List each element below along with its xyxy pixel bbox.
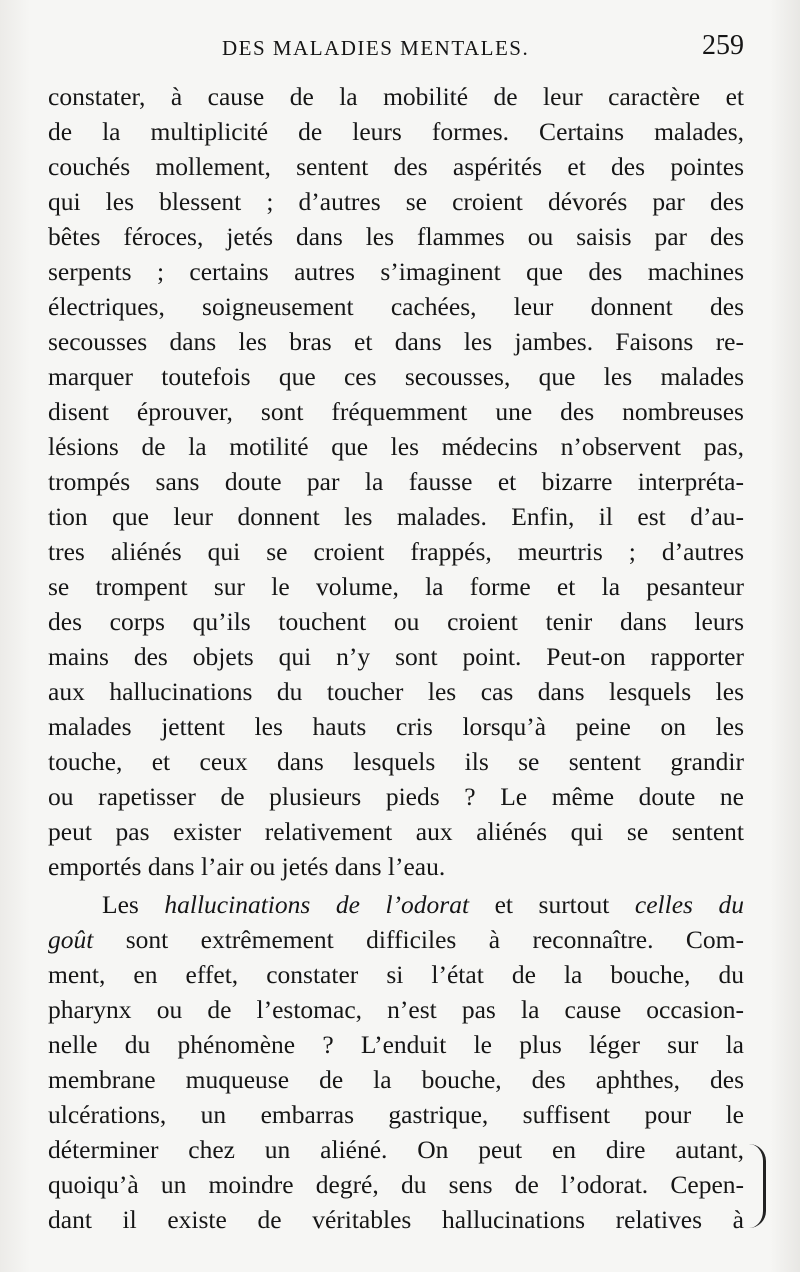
text-run: et surtout bbox=[494, 890, 610, 919]
text-line: bêtes féroces, jetés dans les flammes ou saisis par des bbox=[48, 222, 744, 251]
text-line: ulcérations, un embarras gastrique, suffisent pour le bbox=[48, 1100, 744, 1129]
text-line: constater, à cause de la mobilité de leur caractère et bbox=[48, 82, 744, 111]
page-edge-bracket bbox=[749, 1144, 766, 1228]
text-line: malades jettent les hauts cris lorsqu’à peine on les bbox=[48, 712, 744, 741]
text-line: lésions de la motilité que les médecins n’observent pas, bbox=[48, 432, 744, 461]
text-line: aux hallucinations du toucher les cas dans lesquels les bbox=[48, 677, 744, 706]
text-line: ment, en effet, constater si l’état de la bouche, du bbox=[48, 960, 744, 989]
text-line: marquer toutefois que ces secousses, que les malades bbox=[48, 362, 744, 391]
text-line: nelle du phénomène ? L’enduit le plus léger sur la bbox=[48, 1030, 744, 1059]
page-header bbox=[48, 28, 744, 68]
text-line: déterminer chez un aliéné. On peut en dire autant, bbox=[48, 1135, 744, 1164]
text-line: secousses dans les bras et dans les jambes. Faisons re- bbox=[48, 327, 744, 356]
italic-text-run: celles du bbox=[634, 890, 744, 919]
text-line: peut pas exister relativement aux aliénés qui se sentent bbox=[48, 817, 744, 846]
text-line: tres aliénés qui se croient frappés, meurtris ; d’autres bbox=[48, 537, 744, 566]
text-line bbox=[48, 923, 744, 957]
text-line: pharynx ou de l’estomac, n’est pas la cause occasion- bbox=[48, 995, 744, 1024]
page-number: 259 bbox=[702, 30, 744, 61]
text-line: quoiqu’à un moindre degré, du sens de l’odorat. Cepen- bbox=[48, 1170, 744, 1199]
text-line: tion que leur donnent les malades. Enfin, il est d’au- bbox=[48, 502, 744, 531]
text-line: emportés dans l’air ou jetés dans l’eau. bbox=[48, 852, 446, 881]
text-line: de la multiplicité de leurs formes. Certains malades, bbox=[48, 117, 744, 146]
text-run: sont extrêmement difficiles à reconnaître. Com- bbox=[125, 925, 744, 954]
text-line: couchés mollement, sentent des aspérités et des pointes bbox=[48, 152, 744, 181]
text-line: serpents ; certains autres s’imaginent que des machines bbox=[48, 257, 744, 286]
text-line: qui les blessent ; d’autres se croient dévorés par des bbox=[48, 187, 744, 216]
paragraph-first-line bbox=[102, 888, 744, 922]
text-line: ou rapetisser de plusieurs pieds ? Le même doute ne bbox=[48, 782, 744, 811]
text-line: se trompent sur le volume, la forme et la pesanteur bbox=[48, 572, 744, 601]
text-line: des corps qu’ils touchent ou croient tenir dans leurs bbox=[48, 607, 744, 636]
italic-text-run: hallucinations de l’odorat bbox=[164, 890, 470, 919]
text-line: touche, et ceux dans lesquels ils se sentent grandir bbox=[48, 747, 744, 776]
text-line: électriques, soigneusement cachées, leur donnent des bbox=[48, 292, 744, 321]
text-line: dant il existe de véritables hallucinations relatives à bbox=[48, 1205, 744, 1234]
text-line: mains des objets qui n’y sont point. Peut-on rapporter bbox=[48, 642, 744, 671]
running-title: DES MALADIES MENTALES. bbox=[222, 36, 530, 60]
text-line: membrane muqueuse de la bouche, des aphthes, des bbox=[48, 1065, 744, 1094]
italic-text-run: goût bbox=[48, 925, 94, 954]
text-line: trompés sans doute par la fausse et bizarre interpréta- bbox=[48, 467, 744, 496]
text-run: Les bbox=[102, 890, 139, 919]
text-line: disent éprouver, sont fréquemment une des nombreuses bbox=[48, 397, 744, 426]
